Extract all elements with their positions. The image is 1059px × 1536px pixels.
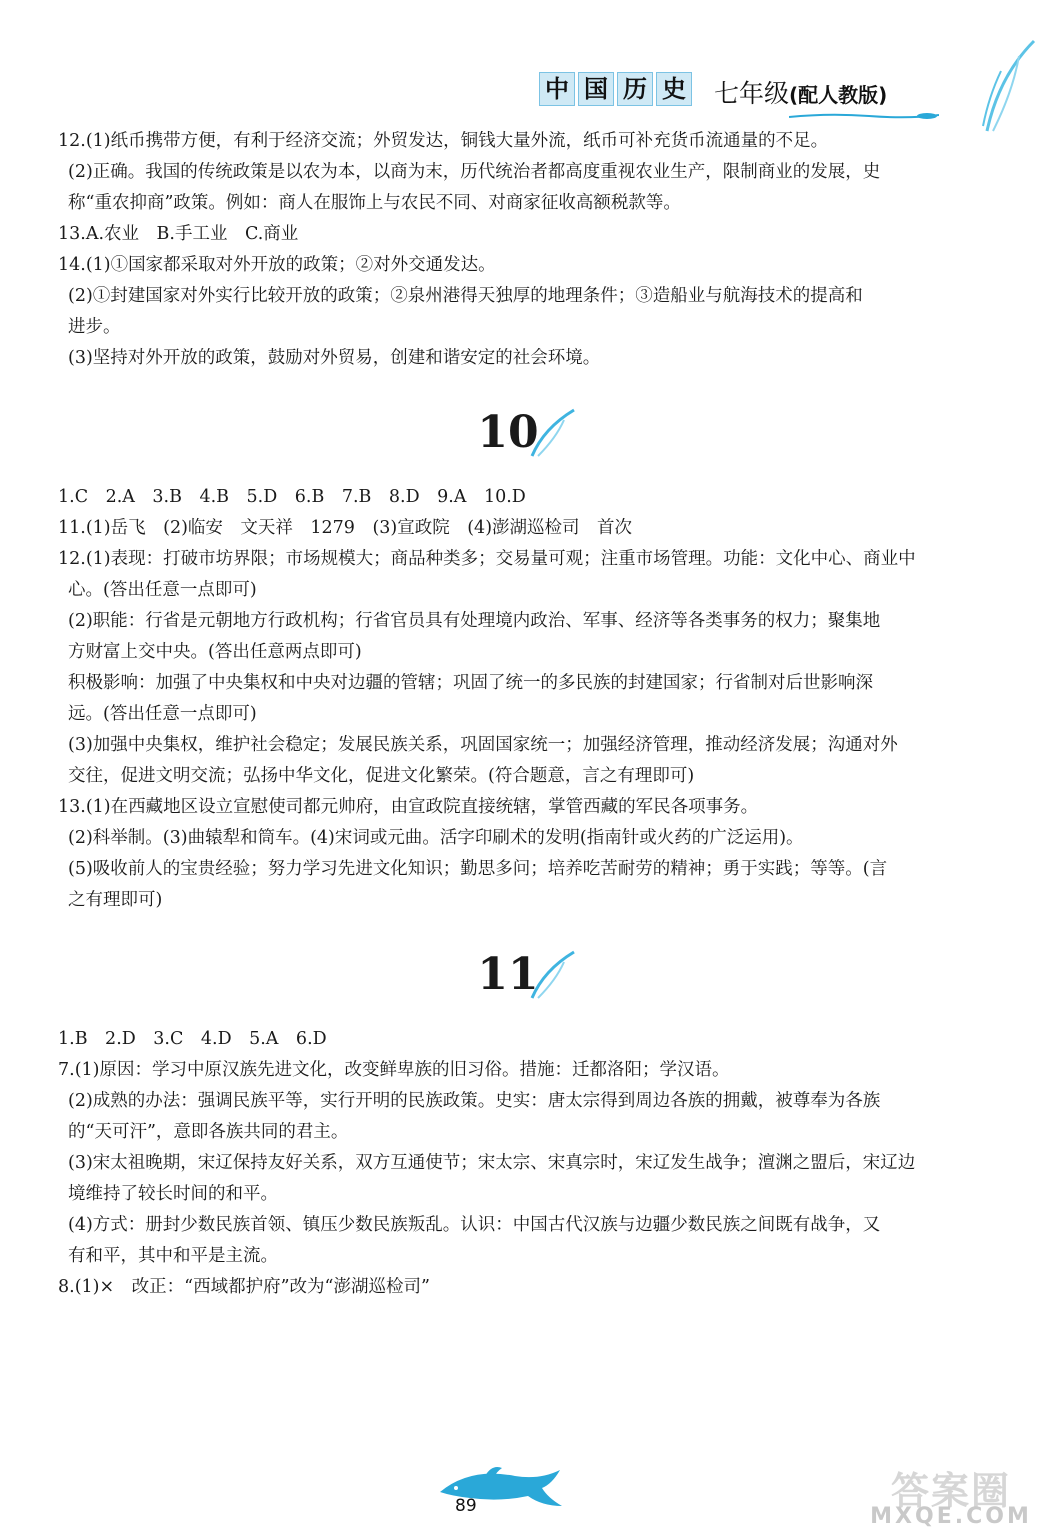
edition-text: (配人教版): [789, 83, 888, 107]
answer-line: 交往，促进文明交流；弘扬中华文化，促进文化繁荣。(符合题意，言之有理即可): [68, 766, 695, 786]
section-number: 10: [477, 407, 539, 458]
watermark-title: 答案圈: [890, 1469, 1011, 1513]
grade-label: [714, 74, 887, 110]
section-number: 11: [477, 949, 539, 1000]
header-wave-decoration: [789, 112, 939, 120]
answer-line: (5)吸收前人的宝贵经验；努力学习先进文化知识；勤思多问；培养吃苦耐劳的精神；勇于实践；等等。(言: [68, 859, 888, 879]
leaf-swoosh-icon: [979, 36, 1039, 136]
answer-line: 有和平，其中和平是主流。: [68, 1246, 278, 1266]
answer-line: 称“重农抑商”政策。例如：商人在服饰上与农民不同、对商家征收高额税款等。: [68, 193, 681, 213]
answer-line: 方财富上交中央。(答出任意两点即可): [68, 642, 362, 662]
subject-char: 史: [656, 72, 692, 106]
grade-text: 七年级: [714, 79, 790, 108]
answer-content: [58, 126, 958, 1303]
answer-line: 12.(1)表现：打破市坊界限；市场规模大；商品种类多；交易量可观；注重市场管理。功能：文化中心、商业中: [58, 549, 916, 569]
answer-line: 1.B 2.D 3.C 4.D 5.A 6.D: [58, 1029, 327, 1049]
swoosh-icon: [530, 950, 576, 1000]
answer-line: 13.(1)在西藏地区设立宣慰使司都元帅府，由宣政院直接统辖，掌管西藏的军民各项事务。: [58, 797, 759, 817]
page-number: 89: [455, 1496, 477, 1516]
subject-char: 国: [578, 72, 614, 106]
answer-line: 11.(1)岳飞 (2)临安 文天祥 1279 (3)宣政院 (4)澎湖巡检司 首次: [58, 518, 633, 538]
swoosh-icon: [530, 408, 576, 458]
answer-line: (2)正确。我国的传统政策是以农为本，以商为末，历代统治者都高度重视农业生产，限制商业的发展，史: [68, 162, 881, 182]
subject-title: [539, 72, 692, 106]
section-heading-11: [58, 940, 958, 1010]
section-heading-10: [58, 398, 958, 468]
answer-line: (2)成熟的办法：强调民族平等，实行开明的民族政策。史实：唐太宗得到周边各族的拥戴，被尊奉为各族: [68, 1091, 881, 1111]
answer-line: 7.(1)原因：学习中原汉族先进文化，改变鲜卑族的旧习俗。措施：迁都洛阳；学汉语。: [58, 1060, 730, 1080]
answer-line: 13.A.农业 B.手工业 C.商业: [58, 224, 299, 244]
answer-line: 心。(答出任意一点即可): [68, 580, 257, 600]
page-header: [539, 58, 999, 118]
answer-line: (2)科举制。(3)曲辕犁和筒车。(4)宋词或元曲。活字印刷术的发明(指南针或火药的广泛运用)。: [68, 828, 804, 848]
answer-line: (3)宋太祖晚期，宋辽保持友好关系，双方互通使节；宋太宗、宋真宗时，宋辽发生战争；澶渊之盟后，宋辽边: [68, 1153, 916, 1173]
answer-line: (4)方式：册封少数民族首领、镇压少数民族叛乱。认识：中国古代汉族与边疆少数民族之间既有战争，又: [68, 1215, 881, 1235]
answer-line: 8.(1)× 改正：“西域都护府”改为“澎湖巡检司”: [58, 1277, 430, 1297]
answer-line: 积极影响：加强了中央集权和中央对边疆的管辖；巩固了统一的多民族的封建国家；行省制对后世影响深: [68, 673, 873, 693]
answer-line: 之有理即可): [68, 890, 163, 910]
subject-char: 中: [539, 72, 575, 106]
answer-line: 进步。: [68, 317, 121, 337]
subject-char: 历: [617, 72, 653, 106]
answer-line: 境维持了较长时间的和平。: [68, 1184, 278, 1204]
dolphin-icon: [430, 1462, 570, 1522]
answer-line: 14.(1)①国家都采取对外开放的政策；②对外交通发达。: [58, 255, 496, 275]
answer-line: (2)①封建国家对外实行比较开放的政策；②泉州港得天独厚的地理条件；③造船业与航海技术的提高和: [68, 286, 863, 306]
answer-line: (3)加强中央集权，维护社会稳定；发展民族关系，巩固国家统一；加强经济管理，推动经济发展；沟通对外: [68, 735, 898, 755]
answer-line: 12.(1)纸币携带方便，有利于经济交流；外贸发达，铜钱大量外流，纸币可补充货币流通量的不足。: [58, 131, 829, 151]
answer-line: (2)职能：行省是元朝地方行政机构；行省官员具有处理境内政治、军事、经济等各类事务的权力；聚集地: [68, 611, 881, 631]
answer-line: (3)坚持对外开放的政策，鼓励对外贸易，创建和谐安定的社会环境。: [68, 348, 601, 368]
answer-line: 1.C 2.A 3.B 4.B 5.D 6.B 7.B 8.D 9.A 10.D: [58, 487, 526, 507]
answer-line: 的“天可汗”，意即各族共同的君主。: [68, 1122, 349, 1142]
watermark-logo: [851, 1460, 1051, 1532]
answer-line: 远。(答出任意一点即可): [68, 704, 257, 724]
watermark-url: MXQE.COM: [870, 1504, 1032, 1529]
